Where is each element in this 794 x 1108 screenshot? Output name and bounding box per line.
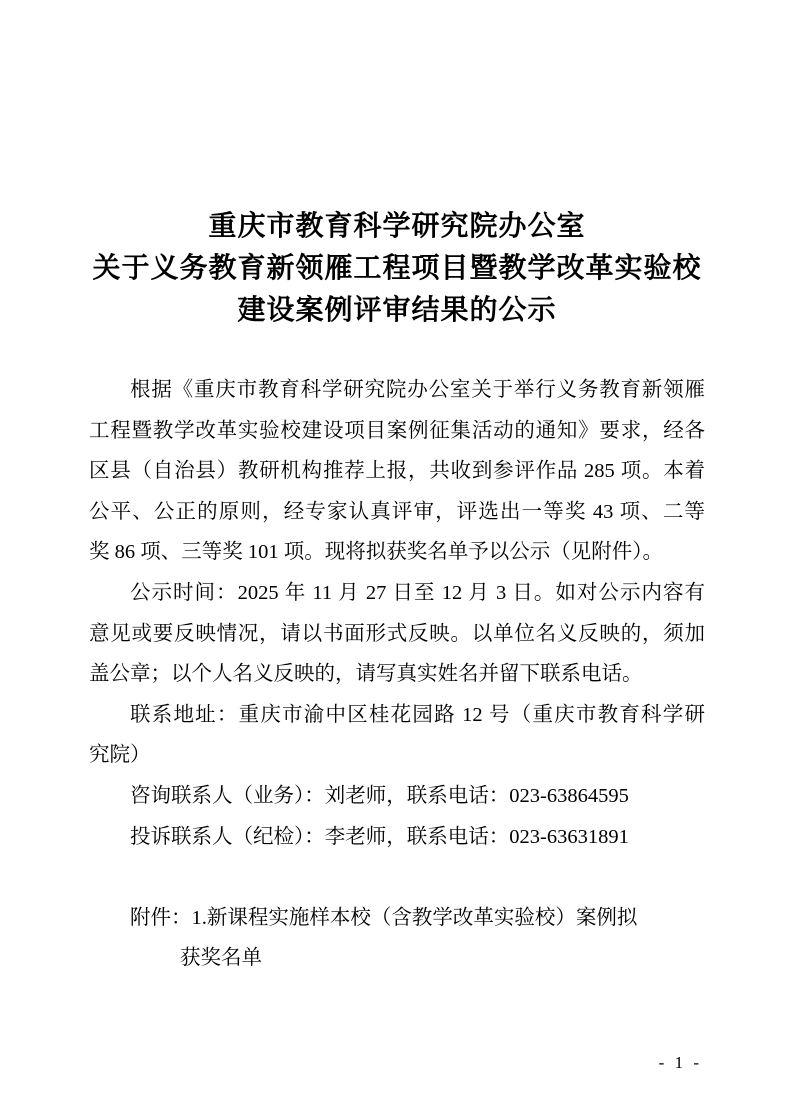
contact-phone-line: 咨询联系人（业务）：刘老师，联系电话：023-63864595 — [130, 784, 629, 807]
document-title — [89, 206, 705, 332]
body-line: 工程暨教学改革实验校建设项目案例征集活动的通知》要求，经各 — [89, 419, 705, 442]
attachment-line: 附件：1.新课程实施样本校（含教学改革实验校）案例拟 — [130, 906, 638, 929]
contact-address-line: 联系地址：重庆市渝中区桂花园路 12 号（重庆市教育科学研 — [130, 703, 705, 726]
body-line: 奖 86 项、三等奖 101 项。现将拟获奖名单予以公示（见附件）。 — [89, 541, 663, 564]
body-line: 根据《重庆市教育科学研究院办公室关于举行义务教育新领雁 — [130, 379, 705, 401]
contact-address-line: 究院） — [89, 744, 151, 767]
title-line-2: 关于义务教育新领雁工程项目暨教学改革实验校 — [92, 253, 702, 284]
body-line: 公平、公正的原则，经专家认真评审，评选出一等奖 43 项、二等 — [89, 500, 705, 523]
document-content — [89, 206, 705, 979]
contact-phone-line: 投诉联系人（纪检）：李老师，联系电话：023-63631891 — [130, 825, 629, 848]
body-line: 意见或要反映情况，请以书面形式反映。以单位名义反映的，须加 — [89, 622, 705, 645]
attachment-line: 获奖名单 — [180, 947, 262, 970]
page-number: - 1 - — [658, 1053, 702, 1072]
body-line: 公示时间：2025 年 11 月 27 日至 12 月 3 日。如对公示内容有 — [130, 581, 705, 604]
title-line-1: 重庆市教育科学研究院办公室 — [208, 211, 586, 242]
body-line: 区县（自治县）教研机构推荐上报，共收到参评作品 285 项。本着 — [89, 460, 705, 483]
document-body — [89, 370, 705, 979]
body-line: 盖公章；以个人名义反映的，请写真实姓名并留下联系电话。 — [89, 663, 643, 686]
title-line-3: 建设案例评审结果的公示 — [237, 295, 557, 326]
